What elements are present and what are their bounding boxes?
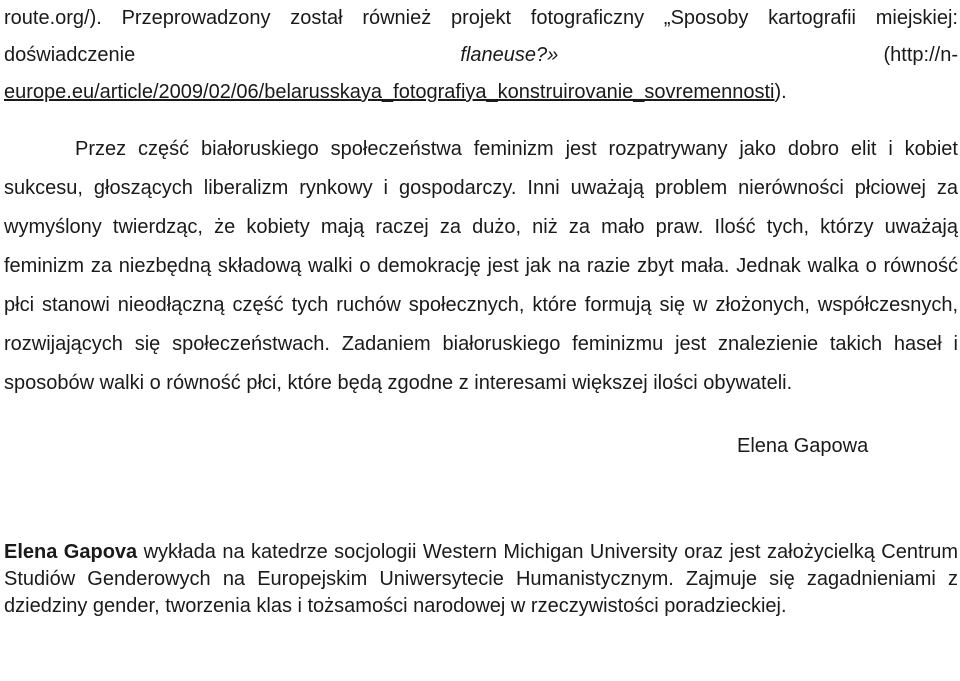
top-line-2-italic: flaneuse?»: [460, 44, 559, 66]
top-line-2-url-start: (http://n-: [883, 44, 958, 66]
bio-author-name: Elena Gapova: [4, 541, 138, 563]
article-url-link[interactable]: europe.eu/article/2009/02/06/belarusskaya_fotografiya_konstruirovanie_sovremennosti: [4, 81, 775, 103]
top-line-1: route.org/). Przeprowadzony został również projekt fotograficzny „Sposoby kartografii miejskiej:: [4, 7, 958, 29]
document-page: [4, 0, 958, 620]
top-line-3-end: ).: [774, 81, 787, 103]
main-paragraph: Przez część białoruskiego społeczeństwa feminizm jest rozpatrywany jako dobro elit i kobiet sukcesu, głoszących liberalizm rynkowy i gospodarczy. Inni uważają problem nierówności płciowej za wymyślony twierdząc, że kobiety mają raczej za dużo, niż za mało praw. Ilość tych, którzy uważają feminizm za niezbędną składową walki o demokrację jest jak na razie zbyt mała. Jednak walka o równość płci stanowi nieodłączną część tych ruchów społecznych, które formują się w złożonych, współczesnych, rozwijających się społeczeństwach. Zadaniem białoruskiego feminizmu jest znalezienie takich haseł i sposobów walki o równość płci, które będą zgodne z interesami większej ilości obywateli.: [4, 138, 958, 394]
author-signature: Elena Gapowa: [737, 435, 869, 457]
top-line-2: [4, 37, 958, 74]
author-bio: [4, 539, 958, 620]
top-line-3: [4, 74, 958, 111]
top-paragraph: [4, 0, 958, 111]
bio-text: wykłada na katedrze socjologii Western Michigan University oraz jest założycielką Centrum Studiów Genderowych na Europejskim Uniwersytecie Humanistycznym. Zajmuje się zagadnieniami z dziedziny gender, tworzenia klas i tożsamości narodowej w rzeczywistości poradzieckiej.: [4, 541, 958, 617]
top-line-2-word: doświadczenie: [4, 44, 136, 66]
